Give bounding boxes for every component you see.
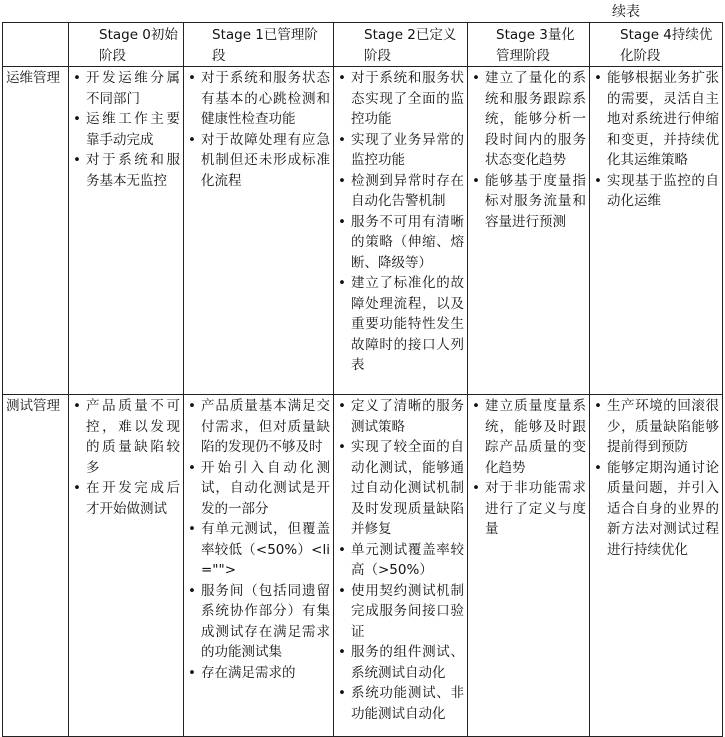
list-item: • 产品质量不可控，难以发现的质量缺陷较多 [72,396,180,478]
list-item: • 单元测试覆盖率较高（>50%） [337,540,464,581]
header-corner [3,23,69,67]
header-stage-4 [590,23,723,67]
row-label-test: 测试管理 [3,395,69,737]
list-item: • 实现基于监控的自动化运维 [593,171,719,212]
list-item: • 有单元测试，但覆盖率较低（<50%）<li=""> [187,519,330,581]
row-test-management [3,395,723,737]
list-item: • 使用契约测试机制完成服务间接口验证 [337,581,464,643]
list-item: • 对于非功能需求进行了定义与度量 [471,478,586,540]
list-item: • 运维工作主要靠手动完成 [72,109,180,150]
list-item: • 产品质量基本满足交付需求，但对质量缺陷的发现仍不够及时 [187,396,330,458]
list-item: • 检测到异常时存在自动化告警机制 [337,171,464,212]
list-item: • 生产环境的回滚很少，质量缺陷能够提前得到预防 [593,396,719,458]
row-label-ops: 运维管理 [3,67,69,395]
header-stage-1 [184,23,334,67]
list-item: • 服务的组件测试、系统测试自动化 [337,642,464,683]
header-stage-3-text: Stage 3量化管理阶段 [496,27,575,64]
header-stage-2-text: Stage 2已定义阶段 [364,27,457,64]
header-stage-3 [468,23,590,67]
list-item: • 开发运维分属不同部门 [72,68,180,109]
maturity-model-table [2,22,723,737]
list-item: • 建立了标准化的故障处理流程，以及重要功能特性发生故障时的接口人列表 [337,273,464,376]
list-item: • 开始引入自动化测试，自动化测试是开发的一部分 [187,458,330,520]
list-item: • 实现了业务异常的监控功能 [337,130,464,171]
list-item: • 建立了量化的系统和服务跟踪系统，能够分析一段时间内的服务状态变化趋势 [471,68,586,171]
list-item: • 对于故障处理有应急机制但还未形成标准化流程 [187,130,330,192]
header-stage-4-text: Stage 4持续优化阶段 [620,27,713,64]
header-stage-1-text: Stage 1已管理阶段 [212,27,318,64]
list-item: • 建立质量度量系统，能够及时跟踪产品质量的变化趋势 [471,396,586,478]
list-item: • 系统功能测试、非功能测试自动化 [337,683,464,724]
list-item: • 能够定期沟通讨论质量问题，并引入适合自身的业界的新方法对测试过程进行持续优化 [593,458,719,561]
cell-test-stage-1 [184,395,334,737]
header-stage-0 [69,23,184,67]
list-item: • 存在满足需求的 [187,663,330,684]
list-item: • 能够根据业务扩张的需要，灵活自主地对系统进行伸缩和变更，并持续优化其运维策略 [593,68,719,171]
row-ops-management [3,67,723,395]
list-item: • 定义了清晰的服务测试策略 [337,396,464,437]
cell-test-stage-0 [69,395,184,737]
cell-ops-stage-1 [184,67,334,395]
header-stage-2 [334,23,468,67]
list-item: • 对于系统和服务状态实现了全面的监控功能 [337,68,464,130]
cell-ops-stage-2 [334,67,468,395]
cell-ops-stage-0 [69,67,184,395]
list-item: • 能够基于度量指标对服务流量和容量进行预测 [471,171,586,233]
cell-test-stage-4 [590,395,723,737]
cell-test-stage-2 [334,395,468,737]
list-item: • 服务间（包括同遗留系统协作部分）有集成测试存在满足需求的功能测试集 [187,581,330,663]
continued-label: 续表 [612,4,640,20]
cell-ops-stage-4 [590,67,723,395]
list-item: • 对于系统和服务基本无监控 [72,150,180,191]
header-row [3,23,723,67]
cell-ops-stage-3 [468,67,590,395]
cell-test-stage-3 [468,395,590,737]
list-item: • 在开发完成后才开始做测试 [72,478,180,519]
header-stage-0-text: Stage 0初始阶段 [99,27,178,64]
list-item: • 实现了较全面的自动化测试，能够通过自动化测试机制及时发现质量缺陷并修复 [337,437,464,540]
list-item: • 对于系统和服务状态有基本的心跳检测和健康性检查功能 [187,68,330,130]
list-item: • 服务不可用有清晰的策略（伸缩、熔断、降级等） [337,212,464,274]
